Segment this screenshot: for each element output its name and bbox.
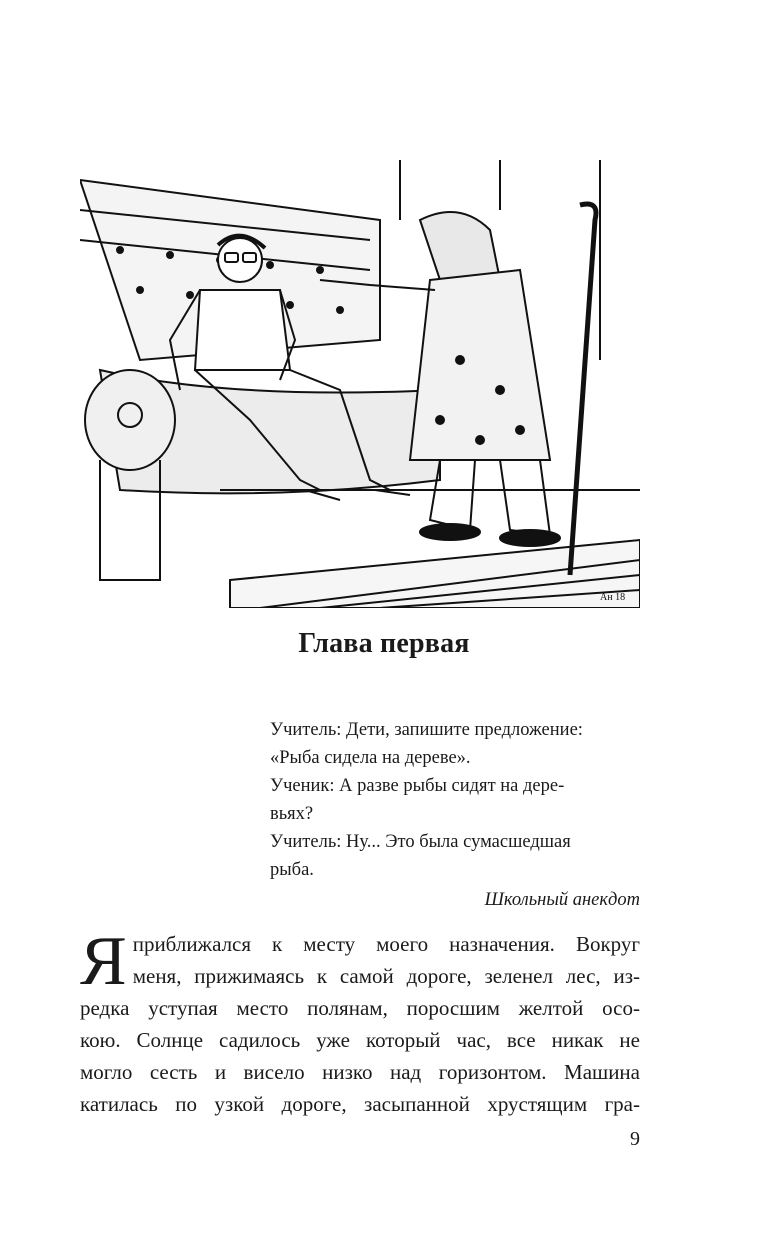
body-line: катилась по узкой дороге, засыпанной хрустящим гра- <box>80 1092 640 1116</box>
page-number: 9 <box>630 1128 640 1150</box>
epigraph <box>270 716 640 914</box>
epigraph-line: вьях? <box>270 804 314 824</box>
epigraph-line: рыба. <box>270 860 314 880</box>
epigraph-line: Учитель: Дети, запишите предложение: <box>270 720 583 740</box>
drop-cap: Я <box>80 923 127 1000</box>
body-line: могло сесть и висело низко над горизонтом. Машина <box>80 1060 640 1084</box>
body-line: редка уступая место полянам, поросшим желтой осо- <box>80 996 640 1020</box>
epigraph-source: Школьный анекдот <box>484 890 640 910</box>
body-line: меня, прижимаясь к самой дороге, зеленел лес, из- <box>132 964 640 988</box>
body-line: приближался к месту моего назначения. Вокруг <box>132 932 640 956</box>
epigraph-line: «Рыба сидела на дереве». <box>270 748 471 768</box>
illustration-signature: Ан 18 <box>600 592 626 603</box>
body-text <box>80 923 640 1120</box>
illustration <box>80 160 640 608</box>
epigraph-line: Ученик: А разве рыбы сидят на дере- <box>270 776 565 796</box>
epigraph-line: Учитель: Ну... Это была сумасшедшая <box>270 832 571 852</box>
chapter-title: Глава первая <box>298 628 470 659</box>
body-line: кою. Солнце садилось уже который час, все никак не <box>80 1028 640 1052</box>
